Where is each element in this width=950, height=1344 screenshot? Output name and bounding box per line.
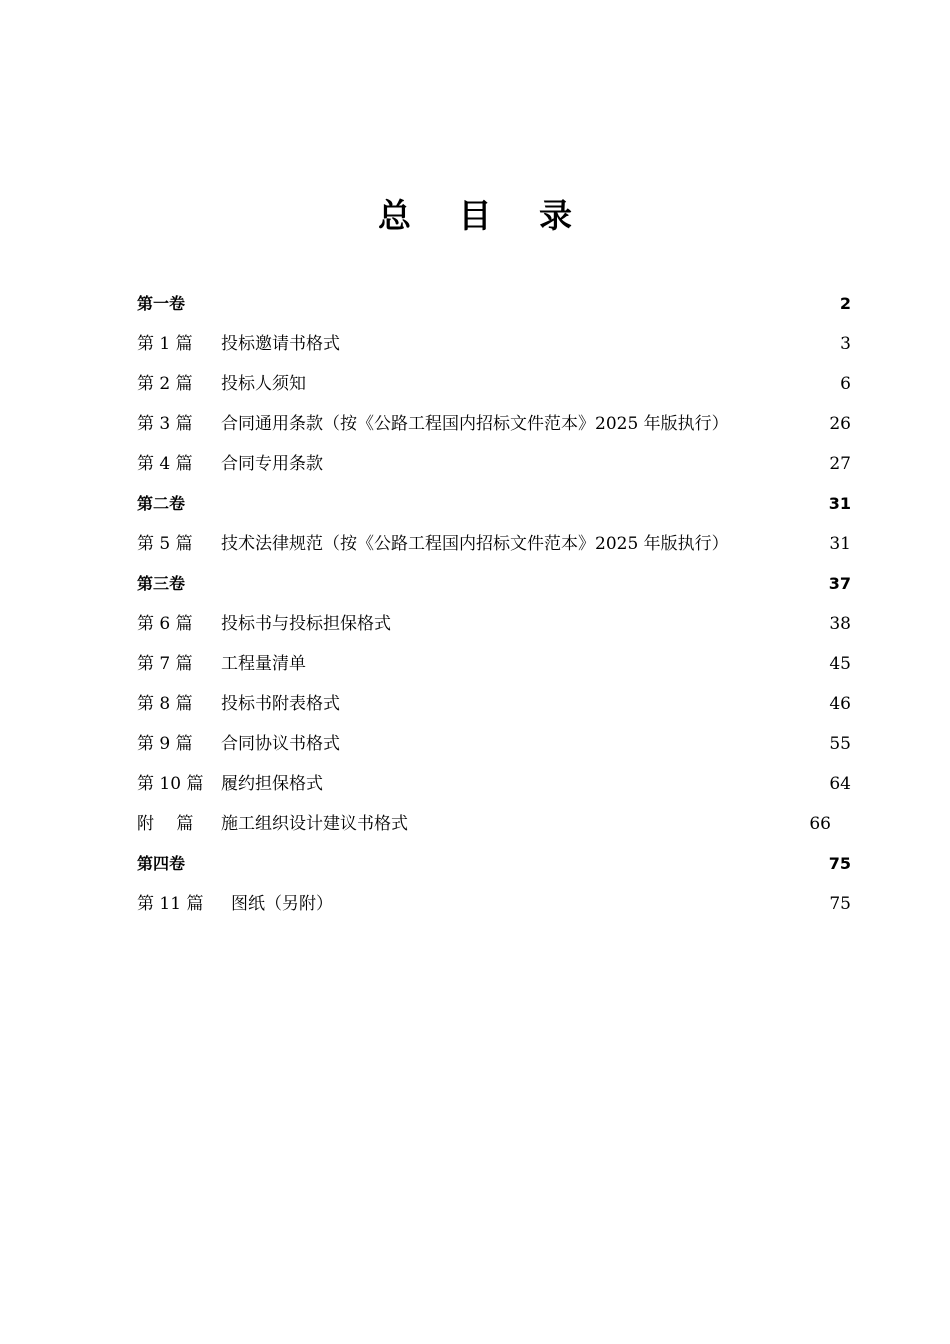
toc-entry-title: 技术法律规范（按《公路工程国内招标文件范本》2025 年版执行） [221,534,729,554]
toc-volume-2 [137,484,851,524]
toc-entry [137,884,851,924]
toc-page-number: 55 [829,734,851,754]
table-of-contents [137,284,851,924]
toc-entry-number: 第 8 篇 [137,694,193,714]
toc-volume-3 [137,564,851,604]
toc-entry-number: 第 3 篇 [137,414,193,434]
toc-entry-title: 合同协议书格式 [221,734,340,754]
toc-entry-title: 施工组织设计建议书格式 [221,814,408,834]
toc-page-number: 26 [829,414,851,434]
toc-entry [137,444,851,484]
toc-entry [137,324,851,364]
toc-page-number: 31 [828,494,851,513]
toc-page-number: 75 [829,894,851,914]
toc-entry-title: 工程量清单 [221,654,306,674]
toc-page-number: 38 [829,614,851,634]
toc-entry [137,604,851,644]
toc-volume-1 [137,284,851,324]
toc-page-number: 2 [839,294,851,313]
toc-volume-label: 第三卷 [137,574,186,593]
toc-entry-number: 第 6 篇 [137,614,193,634]
toc-page-number: 27 [829,454,851,474]
toc-entry [137,684,851,724]
toc-page-number: 64 [829,774,851,794]
toc-page-number: 37 [828,574,851,593]
toc-entry-title: 投标书附表格式 [221,694,340,714]
toc-entry-number: 第 4 篇 [137,454,193,474]
toc-entry-title: 投标邀请书格式 [221,334,340,354]
toc-entry [137,524,851,564]
toc-volume-4 [137,844,851,884]
toc-entry-number: 第 10 篇 [137,774,204,794]
toc-entry [137,764,851,804]
toc-entry-number: 第 5 篇 [137,534,193,554]
toc-entry-title: 投标书与投标担保格式 [221,614,391,634]
toc-entry-number: 第 11 篇 [137,894,204,914]
toc-entry-number: 第 7 篇 [137,654,193,674]
toc-page-number: 46 [829,694,851,714]
toc-entry-title: 合同专用条款 [221,454,323,474]
toc-entry [137,644,851,684]
toc-entry-number: 第 1 篇 [137,334,193,354]
toc-entry-title: 投标人须知 [221,374,306,394]
toc-volume-label: 第一卷 [137,294,186,313]
toc-entry [137,364,851,404]
toc-page-number: 45 [829,654,851,674]
toc-page-number: 31 [829,534,851,554]
toc-volume-label: 第四卷 [137,854,186,873]
toc-entry-title: 图纸（另附） [231,894,333,914]
toc-entry [137,724,851,764]
toc-entry-appendix [137,804,851,844]
toc-entry-number: 第 2 篇 [137,374,193,394]
toc-volume-label: 第二卷 [137,494,186,513]
toc-entry-title: 履约担保格式 [221,774,323,794]
toc-page-number: 6 [840,374,851,394]
toc-entry-title: 合同通用条款（按《公路工程国内招标文件范本》2025 年版执行） [221,414,729,434]
page-title: 总 目 录 [378,196,590,235]
toc-entry-number: 附 篇 [137,814,194,834]
toc-entry [137,404,851,444]
toc-page-number: 75 [828,854,851,873]
toc-page-number: 3 [840,334,851,354]
toc-page-number: 66 [809,814,831,834]
toc-entry-number: 第 9 篇 [137,734,193,754]
